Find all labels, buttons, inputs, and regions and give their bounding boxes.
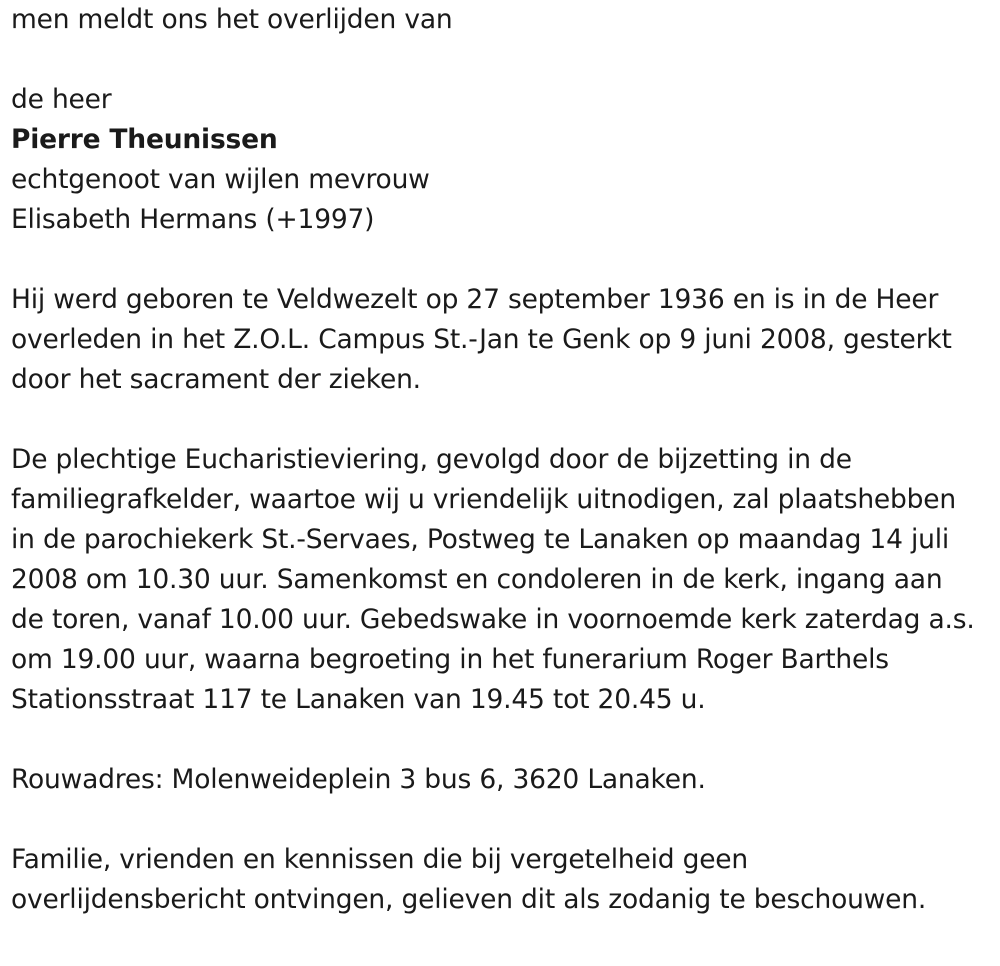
spouse-label: echtgenoot van wijlen mevrouw [11, 164, 430, 195]
spacer [11, 40, 996, 80]
spacer [11, 400, 996, 440]
paragraph-line: Hij werd geboren te Veldwezelt op 27 september 1936 en is in de Heer [11, 284, 939, 315]
closing-paragraph [11, 840, 996, 920]
obituary-document [11, 0, 996, 920]
spouse-name: Elisabeth Hermans (+1997) [11, 204, 375, 235]
paragraph-line: om 19.00 uur, waarna begroeting in het funerarium Roger Barthels [11, 644, 889, 675]
spacer [11, 720, 996, 760]
paragraph-line: overleden in het Z.O.L. Campus St.-Jan te Genk op 9 juni 2008, gesterkt [11, 324, 952, 355]
paragraph-line: 2008 om 10.30 uur. Samenkomst en condoleren in de kerk, ingang aan [11, 564, 943, 595]
paragraph-line: De plechtige Eucharistieviering, gevolgd door de bijzetting in de [11, 444, 852, 475]
paragraph-line: Stationsstraat 117 te Lanaken van 19.45 tot 20.45 u. [11, 684, 706, 715]
intro-line: men meldt ons het overlijden van [11, 4, 453, 35]
birth-paragraph [11, 280, 996, 400]
funeral-paragraph [11, 440, 996, 720]
title-prefix: de heer [11, 84, 112, 115]
paragraph-line: de toren, vanaf 10.00 uur. Gebedswake in voornoemde kerk zaterdag a.s. [11, 604, 975, 635]
paragraph-line: door het sacrament der zieken. [11, 364, 421, 395]
deceased-name: Pierre Theunissen [11, 124, 278, 155]
spacer [11, 240, 996, 280]
paragraph-line: familiegrafkelder, waartoe wij u vriendelijk uitnodigen, zal plaatshebben [11, 484, 956, 515]
paragraph-line: overlijdensbericht ontvingen, gelieven dit als zodanig te beschouwen. [11, 884, 927, 915]
paragraph-line: Familie, vrienden en kennissen die bij vergetelheid geen [11, 844, 749, 875]
paragraph-line: in de parochiekerk St.-Servaes, Postweg te Lanaken op maandag 14 juli [11, 524, 950, 555]
spacer [11, 800, 996, 840]
mourning-address: Rouwadres: Molenweideplein 3 bus 6, 3620 Lanaken. [11, 764, 706, 795]
